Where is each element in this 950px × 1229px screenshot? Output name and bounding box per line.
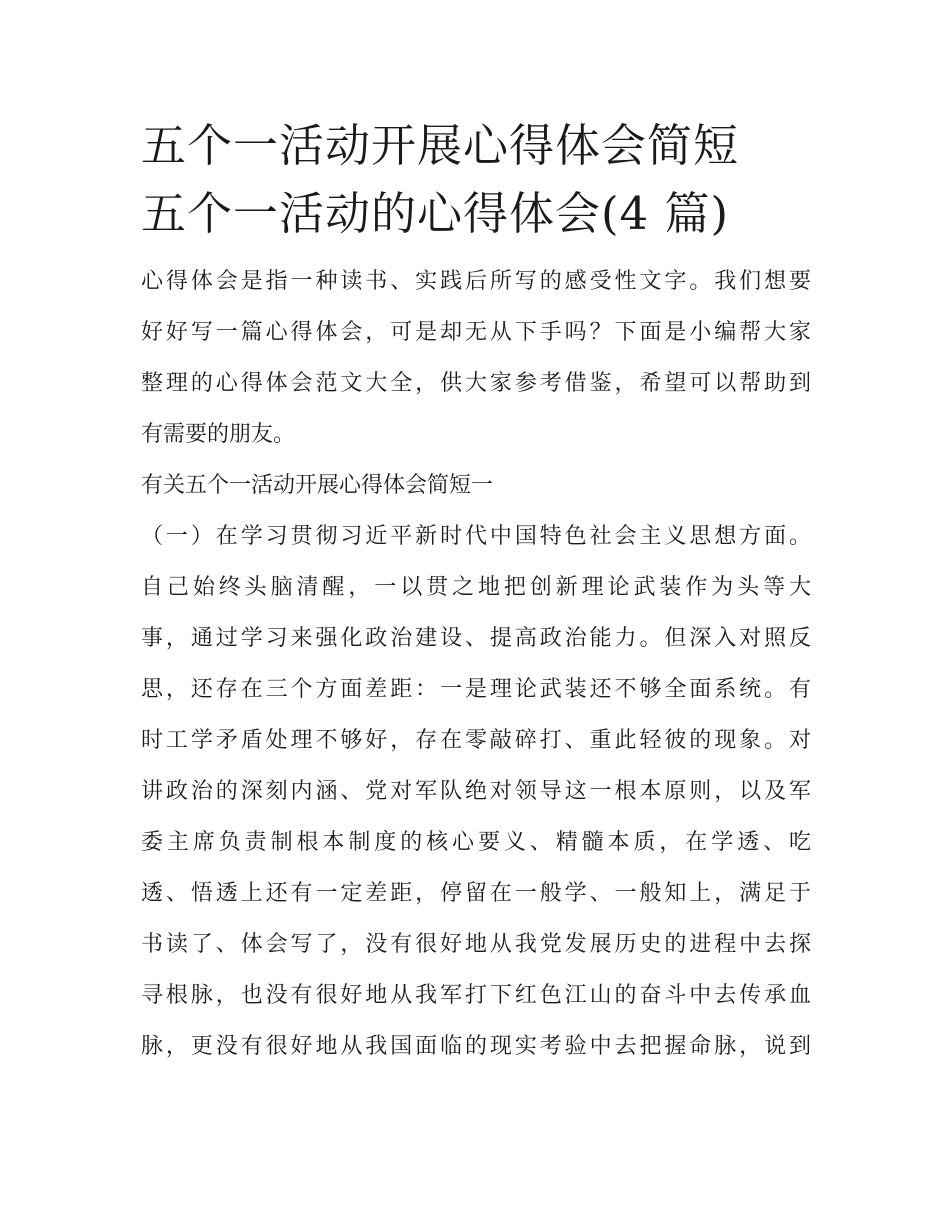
text-line: 事，通过学习来强化政治建设、提高政治能力。但深入对照反 — [141, 626, 811, 651]
intro-paragraph — [141, 256, 811, 460]
section-heading-text: 有关五个一活动开展心得体会简短一 — [141, 473, 494, 498]
text-line: 整理的心得体会范文大全，供大家参考借鉴，希望可以帮助到 — [141, 371, 811, 396]
text-line: 脉，更没有很好地从我国面临的现实考验中去把握命脉，说到 — [141, 1034, 811, 1059]
document-body — [141, 112, 811, 1072]
text-line: 自己始终头脑清醒，一以贯之地把创新理论武装作为头等大 — [141, 575, 811, 600]
document-title — [141, 112, 811, 248]
title-line: 五个一活动开展心得体会简短 — [141, 119, 740, 172]
text-line: 心得体会是指一种读书、实践后所写的感受性文字。我们想要 — [141, 269, 811, 294]
text-line: 好好写一篇心得体会，可是却无从下手吗？下面是小编帮大家 — [141, 320, 811, 345]
text-line: 思，还存在三个方面差距：一是理论武装还不够全面系统。有 — [141, 677, 811, 702]
text-line: 书读了、体会写了，没有很好地从我党发展历史的进程中去探 — [141, 932, 811, 957]
text-line: 委主席负责制根本制度的核心要义、精髓本质，在学透、吃 — [141, 830, 811, 855]
text-line: 讲政治的深刻内涵、党对军队绝对领导这一根本原则，以及军 — [141, 779, 811, 804]
text-line: 寻根脉，也没有很好地从我军打下红色江山的奋斗中去传承血 — [141, 983, 811, 1008]
section-heading — [141, 460, 811, 511]
body-paragraph — [141, 511, 811, 1072]
text-line: （一）在学习贯彻习近平新时代中国特色社会主义思想方面。 — [141, 524, 811, 549]
text-line: 透、悟透上还有一定差距，停留在一般学、一般知上，满足于 — [141, 881, 811, 906]
title-line: 五个一活动的心得体会(4 篇) — [141, 187, 730, 240]
text-line: 时工学矛盾处理不够好，存在零敲碎打、重此轻彼的现象。对 — [141, 728, 811, 753]
text-line: 有需要的朋友。 — [141, 422, 296, 447]
